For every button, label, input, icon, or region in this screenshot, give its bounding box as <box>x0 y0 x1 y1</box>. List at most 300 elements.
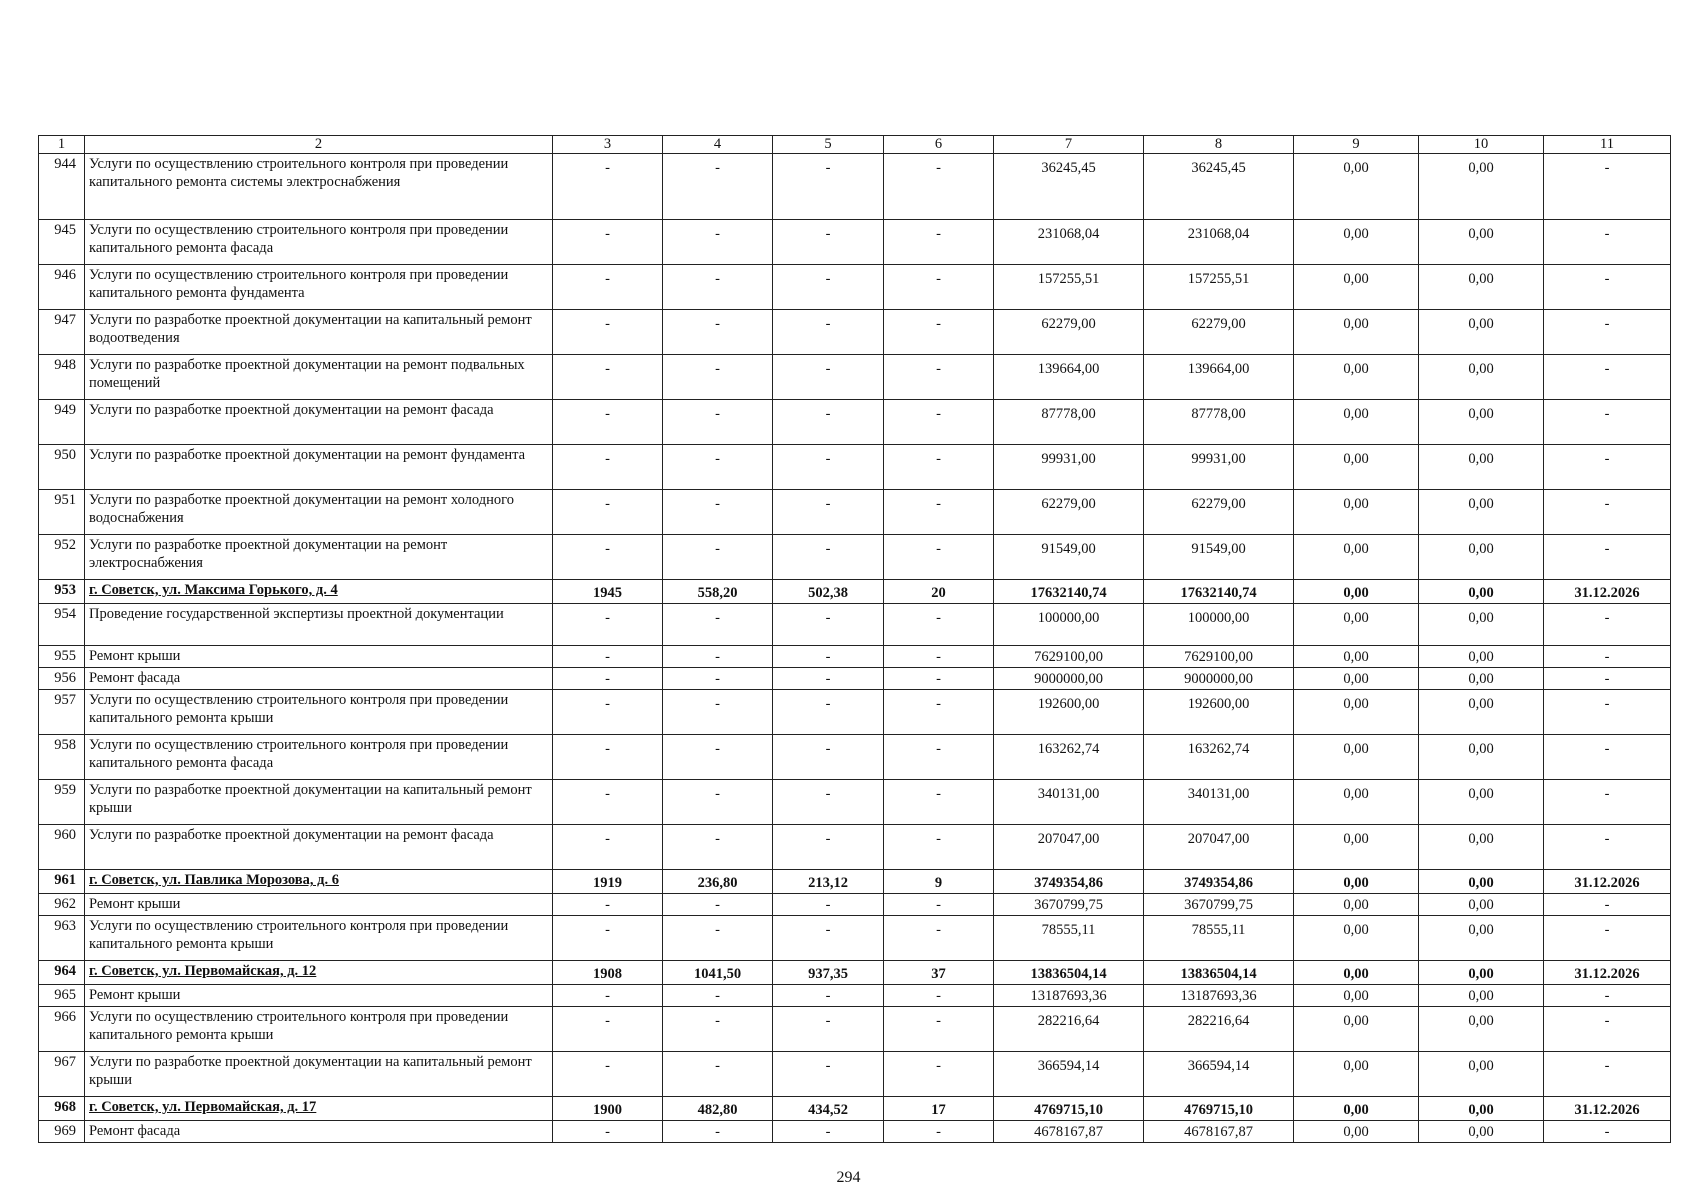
cell-col9 <box>1294 646 1419 668</box>
cell-col8-value: 9000000,00 <box>1184 671 1253 687</box>
cell-col11-value: - <box>1604 316 1610 332</box>
cell-col4 <box>663 646 773 668</box>
cell-col5 <box>773 490 884 535</box>
row-name: Ремонт фасада <box>85 1121 553 1143</box>
cell-col8 <box>1144 400 1294 445</box>
cell-col7-value: 231068,04 <box>1037 226 1100 242</box>
cell-col3-value: - <box>605 541 610 557</box>
cell-col9-value: 0,00 <box>1343 1058 1369 1074</box>
cell-col4 <box>663 961 773 985</box>
cell-col10 <box>1419 265 1544 310</box>
cell-col11-value: - <box>1604 1058 1610 1074</box>
cell-col6-value: - <box>936 922 941 938</box>
address-row <box>39 580 1671 604</box>
cell-col9-value: 0,00 <box>1343 271 1369 287</box>
cell-col5-value: - <box>825 271 831 287</box>
cell-col7 <box>994 154 1144 220</box>
cell-col6 <box>884 1121 994 1143</box>
cell-col7 <box>994 735 1144 780</box>
cell-col3 <box>553 1097 663 1121</box>
cell-col8 <box>1144 535 1294 580</box>
cell-col7-value: 13187693,36 <box>1030 988 1107 1004</box>
row-number: 958 <box>39 735 85 780</box>
cell-col3-value: 1945 <box>593 585 622 601</box>
cell-col7-value: 17632140,74 <box>1030 585 1107 601</box>
cell-col3 <box>553 690 663 735</box>
cell-col4-value: - <box>715 988 720 1004</box>
cell-col4-value: 1041,50 <box>693 966 742 982</box>
cell-col10 <box>1419 961 1544 985</box>
cell-col8-value: 340131,00 <box>1187 786 1250 802</box>
cell-col7 <box>994 580 1144 604</box>
table-row <box>39 220 1671 265</box>
cell-col10 <box>1419 985 1544 1007</box>
table-row <box>39 490 1671 535</box>
cell-col8 <box>1144 310 1294 355</box>
cell-col5 <box>773 154 884 220</box>
row-number: 955 <box>39 646 85 668</box>
cell-col11 <box>1544 780 1671 825</box>
cell-col4-value: - <box>715 831 720 847</box>
table-row <box>39 780 1671 825</box>
cell-col3-value: - <box>605 496 610 512</box>
cell-col7-value: 9000000,00 <box>1034 671 1103 687</box>
cell-col3-value: - <box>605 271 610 287</box>
cell-col6 <box>884 894 994 916</box>
cell-col7-value: 13836504,14 <box>1030 966 1107 982</box>
cell-col6 <box>884 604 994 646</box>
cell-col11 <box>1544 1007 1671 1052</box>
cell-col10 <box>1419 780 1544 825</box>
cell-col10 <box>1419 646 1544 668</box>
row-name: г. Советск, ул. Первомайская, д. 12 <box>85 961 553 985</box>
cell-col3-value: - <box>605 316 610 332</box>
cell-col6 <box>884 265 994 310</box>
cell-col8 <box>1144 604 1294 646</box>
cell-col6 <box>884 220 994 265</box>
cell-col5-value: 502,38 <box>808 585 848 601</box>
cell-col3-value: - <box>605 922 610 938</box>
cell-col3 <box>553 154 663 220</box>
cell-col7 <box>994 825 1144 870</box>
cell-col9 <box>1294 1097 1419 1121</box>
cell-col7 <box>994 1052 1144 1097</box>
row-number: 954 <box>39 604 85 646</box>
cell-col11-value: - <box>1604 988 1610 1004</box>
cell-col9 <box>1294 1052 1419 1097</box>
cell-col5-value: - <box>825 831 831 847</box>
row-number: 967 <box>39 1052 85 1097</box>
cell-col3-value: 1900 <box>593 1102 622 1118</box>
cell-col11 <box>1544 265 1671 310</box>
cell-col4 <box>663 154 773 220</box>
cell-col9 <box>1294 985 1419 1007</box>
cell-col5 <box>773 1097 884 1121</box>
cell-col5-value: 213,12 <box>808 875 848 891</box>
cell-col6-value: - <box>936 1013 941 1029</box>
cell-col10 <box>1419 355 1544 400</box>
table-row <box>39 310 1671 355</box>
cell-col11-value: - <box>1604 226 1610 242</box>
cell-col9 <box>1294 580 1419 604</box>
cell-col11 <box>1544 310 1671 355</box>
row-number: 945 <box>39 220 85 265</box>
cell-col5 <box>773 580 884 604</box>
cell-col8 <box>1144 668 1294 690</box>
row-name: Услуги по разработке проектной документации на ремонт подвальных помещений <box>85 355 553 400</box>
cell-col9 <box>1294 445 1419 490</box>
row-name: Ремонт крыши <box>85 894 553 916</box>
row-name: Ремонт крыши <box>85 985 553 1007</box>
cell-col9-value: 0,00 <box>1343 831 1369 847</box>
cell-col8 <box>1144 445 1294 490</box>
cell-col7 <box>994 265 1144 310</box>
row-name: Услуги по осуществлению строительного контроля при проведении капитального ремонта системы электроснабжения <box>85 154 553 220</box>
row-number: 960 <box>39 825 85 870</box>
cell-col5-value: - <box>825 786 831 802</box>
cell-col3-value: - <box>605 226 610 242</box>
cell-col4-value: - <box>715 361 720 377</box>
cell-col3-value: - <box>605 831 610 847</box>
row-name: Ремонт фасада <box>85 668 553 690</box>
cell-col7 <box>994 535 1144 580</box>
table-row <box>39 400 1671 445</box>
cell-col5 <box>773 870 884 894</box>
cell-col7 <box>994 780 1144 825</box>
row-name: Услуги по разработке проектной документации на ремонт фасада <box>85 825 553 870</box>
cell-col4-value: - <box>715 649 720 665</box>
cell-col3-value: 1908 <box>593 966 622 982</box>
cell-col9 <box>1294 690 1419 735</box>
cell-col4 <box>663 220 773 265</box>
cell-col9 <box>1294 735 1419 780</box>
header-cell: 4 <box>663 136 773 154</box>
cell-col6-value: - <box>936 671 941 687</box>
cell-col11 <box>1544 490 1671 535</box>
cell-col9-value: 0,00 <box>1343 316 1369 332</box>
cell-col8-value: 282216,64 <box>1187 1013 1250 1029</box>
cell-col4 <box>663 604 773 646</box>
cell-col6 <box>884 870 994 894</box>
cell-col6 <box>884 668 994 690</box>
cell-col9 <box>1294 154 1419 220</box>
row-number: 950 <box>39 445 85 490</box>
cell-col11-value: - <box>1604 897 1610 913</box>
cell-col3 <box>553 580 663 604</box>
row-number: 969 <box>39 1121 85 1143</box>
cell-col4-value: - <box>715 1058 720 1074</box>
cell-col7 <box>994 400 1144 445</box>
cell-col4-value: - <box>715 1013 720 1029</box>
cell-col10-value: 0,00 <box>1468 1124 1494 1140</box>
cell-col10-value: 0,00 <box>1468 988 1494 1004</box>
row-number: 963 <box>39 916 85 961</box>
cell-col10 <box>1419 604 1544 646</box>
cell-col5-value: - <box>825 897 831 913</box>
row-name: Услуги по разработке проектной документации на ремонт фундамента <box>85 445 553 490</box>
cell-col8 <box>1144 1121 1294 1143</box>
cell-col6 <box>884 916 994 961</box>
cell-col11 <box>1544 735 1671 780</box>
cell-col7-value: 192600,00 <box>1037 696 1100 712</box>
cell-col8-value: 87778,00 <box>1191 406 1246 422</box>
cell-col3-value: - <box>605 361 610 377</box>
cell-col7-value: 157255,51 <box>1037 271 1100 287</box>
cell-col3 <box>553 445 663 490</box>
cell-col10-value: 0,00 <box>1468 361 1494 377</box>
cell-col10 <box>1419 690 1544 735</box>
cell-col6 <box>884 580 994 604</box>
cell-col8 <box>1144 961 1294 985</box>
cell-col4 <box>663 825 773 870</box>
cell-col9 <box>1294 265 1419 310</box>
cell-col5 <box>773 265 884 310</box>
cell-col7 <box>994 985 1144 1007</box>
cell-col8 <box>1144 780 1294 825</box>
cell-col10 <box>1419 1007 1544 1052</box>
cell-col9 <box>1294 535 1419 580</box>
cell-col4 <box>663 445 773 490</box>
cell-col11 <box>1544 220 1671 265</box>
cell-col11 <box>1544 646 1671 668</box>
cell-col5-value: - <box>825 160 831 176</box>
cell-col4 <box>663 985 773 1007</box>
cell-col3 <box>553 310 663 355</box>
cell-col3-value: - <box>605 451 610 467</box>
cell-col11-value: 31.12.2026 <box>1574 966 1640 982</box>
cell-col5 <box>773 604 884 646</box>
cell-col11 <box>1544 870 1671 894</box>
cell-col8 <box>1144 490 1294 535</box>
cell-col4 <box>663 894 773 916</box>
cell-col8-value: 62279,00 <box>1191 496 1246 512</box>
cell-col11 <box>1544 580 1671 604</box>
cell-col10-value: 0,00 <box>1468 922 1494 938</box>
cell-col4 <box>663 735 773 780</box>
cell-col5 <box>773 220 884 265</box>
table-row <box>39 535 1671 580</box>
cell-col10 <box>1419 1121 1544 1143</box>
cell-col5-value: - <box>825 922 831 938</box>
cell-col11 <box>1544 668 1671 690</box>
cell-col11 <box>1544 154 1671 220</box>
cell-col3-value: - <box>605 741 610 757</box>
cell-col10-value: 0,00 <box>1468 875 1494 891</box>
row-number: 968 <box>39 1097 85 1121</box>
header-cell: 3 <box>553 136 663 154</box>
cell-col8-value: 13836504,14 <box>1180 966 1257 982</box>
cell-col8-value: 7629100,00 <box>1184 649 1253 665</box>
cell-col5-value: - <box>825 316 831 332</box>
cell-col4-value: - <box>715 406 720 422</box>
cell-col10-value: 0,00 <box>1468 585 1494 601</box>
cell-col9-value: 0,00 <box>1343 610 1369 626</box>
cell-col10 <box>1419 580 1544 604</box>
cell-col11-value: 31.12.2026 <box>1574 875 1640 891</box>
cell-col5 <box>773 355 884 400</box>
cell-col4-value: - <box>715 1124 720 1140</box>
cell-col6 <box>884 961 994 985</box>
table-row <box>39 1121 1671 1143</box>
cell-col7-value: 36245,45 <box>1041 160 1096 176</box>
row-name: Услуги по разработке проектной документации на капитальный ремонт крыши <box>85 1052 553 1097</box>
header-cell: 2 <box>85 136 553 154</box>
cell-col7 <box>994 220 1144 265</box>
cell-col5 <box>773 1052 884 1097</box>
cell-col7 <box>994 1007 1144 1052</box>
cell-col9-value: 0,00 <box>1343 585 1369 601</box>
cell-col8 <box>1144 265 1294 310</box>
cell-col5 <box>773 961 884 985</box>
cell-col3 <box>553 870 663 894</box>
cell-col6-value: - <box>936 649 941 665</box>
cell-col10 <box>1419 870 1544 894</box>
cell-col3 <box>553 1007 663 1052</box>
cell-col6-value: - <box>936 541 941 557</box>
cell-col8-value: 62279,00 <box>1191 316 1246 332</box>
cell-col9-value: 0,00 <box>1343 875 1369 891</box>
cell-col4-value: 482,80 <box>697 1102 738 1118</box>
row-name: г. Советск, ул. Павлика Морозова, д. 6 <box>85 870 553 894</box>
cell-col10-value: 0,00 <box>1468 496 1494 512</box>
cell-col8 <box>1144 1007 1294 1052</box>
cell-col11-value: - <box>1604 541 1610 557</box>
cell-col3 <box>553 780 663 825</box>
cell-col7 <box>994 355 1144 400</box>
cell-col10 <box>1419 154 1544 220</box>
cell-col7 <box>994 490 1144 535</box>
cell-col4-value: - <box>715 541 720 557</box>
cell-col9-value: 0,00 <box>1343 541 1369 557</box>
cell-col3 <box>553 535 663 580</box>
cell-col8-value: 366594,14 <box>1187 1058 1250 1074</box>
row-name: Услуги по осуществлению строительного контроля при проведении капитального ремонта фундамента <box>85 265 553 310</box>
row-number: 948 <box>39 355 85 400</box>
cell-col4 <box>663 690 773 735</box>
cell-col7 <box>994 668 1144 690</box>
cell-col9-value: 0,00 <box>1343 966 1369 982</box>
row-name: Услуги по разработке проектной документации на ремонт фасада <box>85 400 553 445</box>
table-body <box>39 136 1671 1143</box>
cell-col5-value: - <box>825 451 831 467</box>
cell-col11 <box>1544 916 1671 961</box>
cell-col3-value: 1919 <box>593 875 622 891</box>
cell-col10 <box>1419 310 1544 355</box>
cell-col6-value: 9 <box>934 875 943 891</box>
cell-col7-value: 340131,00 <box>1037 786 1100 802</box>
cell-col7 <box>994 870 1144 894</box>
cell-col10-value: 0,00 <box>1468 1058 1494 1074</box>
cell-col9-value: 0,00 <box>1343 897 1369 913</box>
cell-col8-value: 13187693,36 <box>1180 988 1257 1004</box>
cell-col9-value: 0,00 <box>1343 1013 1369 1029</box>
cell-col3 <box>553 646 663 668</box>
cell-col9 <box>1294 894 1419 916</box>
cell-col8 <box>1144 916 1294 961</box>
cell-col6-value: - <box>936 1058 941 1074</box>
cell-col6 <box>884 490 994 535</box>
cell-col7-value: 100000,00 <box>1037 610 1100 626</box>
cell-col8-value: 4769715,10 <box>1184 1102 1253 1118</box>
cell-col6-value: - <box>936 988 941 1004</box>
cell-col8-value: 157255,51 <box>1187 271 1250 287</box>
row-name: Услуги по осуществлению строительного контроля при проведении капитального ремонта фасада <box>85 220 553 265</box>
cell-col3 <box>553 1121 663 1143</box>
data-table <box>38 135 1671 1143</box>
cell-col7 <box>994 961 1144 985</box>
cell-col5-value: - <box>825 696 831 712</box>
cell-col5 <box>773 894 884 916</box>
row-number: 949 <box>39 400 85 445</box>
row-number: 947 <box>39 310 85 355</box>
cell-col5-value: - <box>825 1058 831 1074</box>
cell-col7-value: 282216,64 <box>1037 1013 1100 1029</box>
cell-col9 <box>1294 310 1419 355</box>
row-number: 965 <box>39 985 85 1007</box>
cell-col11 <box>1544 690 1671 735</box>
cell-col4 <box>663 780 773 825</box>
row-name: Услуги по разработке проектной документации на капитальный ремонт водоотведения <box>85 310 553 355</box>
cell-col3 <box>553 825 663 870</box>
cell-col9-value: 0,00 <box>1343 649 1369 665</box>
cell-col7-value: 139664,00 <box>1037 361 1100 377</box>
cell-col11 <box>1544 445 1671 490</box>
cell-col8-value: 36245,45 <box>1191 160 1246 176</box>
cell-col7-value: 7629100,00 <box>1034 649 1103 665</box>
cell-col5 <box>773 1121 884 1143</box>
cell-col4-value: - <box>715 897 720 913</box>
cell-col8 <box>1144 735 1294 780</box>
cell-col11 <box>1544 1052 1671 1097</box>
cell-col9-value: 0,00 <box>1343 696 1369 712</box>
table-row <box>39 894 1671 916</box>
cell-col11-value: - <box>1604 406 1610 422</box>
cell-col9-value: 0,00 <box>1343 451 1369 467</box>
cell-col9 <box>1294 916 1419 961</box>
cell-col4 <box>663 916 773 961</box>
cell-col10 <box>1419 535 1544 580</box>
cell-col5-value: - <box>825 226 831 242</box>
cell-col5 <box>773 985 884 1007</box>
cell-col8-value: 207047,00 <box>1187 831 1250 847</box>
cell-col4-value: 558,20 <box>697 585 738 601</box>
cell-col11 <box>1544 400 1671 445</box>
row-name: Услуги по разработке проектной документации на ремонт холодного водоснабжения <box>85 490 553 535</box>
table-row <box>39 445 1671 490</box>
cell-col5-value: - <box>825 671 831 687</box>
cell-col5 <box>773 535 884 580</box>
cell-col11 <box>1544 985 1671 1007</box>
cell-col9 <box>1294 604 1419 646</box>
row-name: Услуги по разработке проектной документации на капитальный ремонт крыши <box>85 780 553 825</box>
table-row <box>39 154 1671 220</box>
page-number: 294 <box>836 1169 861 1186</box>
cell-col5-value: - <box>825 610 831 626</box>
cell-col8 <box>1144 580 1294 604</box>
cell-col6 <box>884 355 994 400</box>
cell-col10 <box>1419 668 1544 690</box>
cell-col6 <box>884 825 994 870</box>
cell-col4-value: - <box>715 741 720 757</box>
cell-col8-value: 3670799,75 <box>1184 897 1253 913</box>
cell-col7 <box>994 445 1144 490</box>
row-name: Ремонт крыши <box>85 646 553 668</box>
cell-col8 <box>1144 646 1294 668</box>
cell-col5 <box>773 825 884 870</box>
cell-col10 <box>1419 490 1544 535</box>
cell-col5-value: 937,35 <box>808 966 848 982</box>
cell-col5 <box>773 310 884 355</box>
